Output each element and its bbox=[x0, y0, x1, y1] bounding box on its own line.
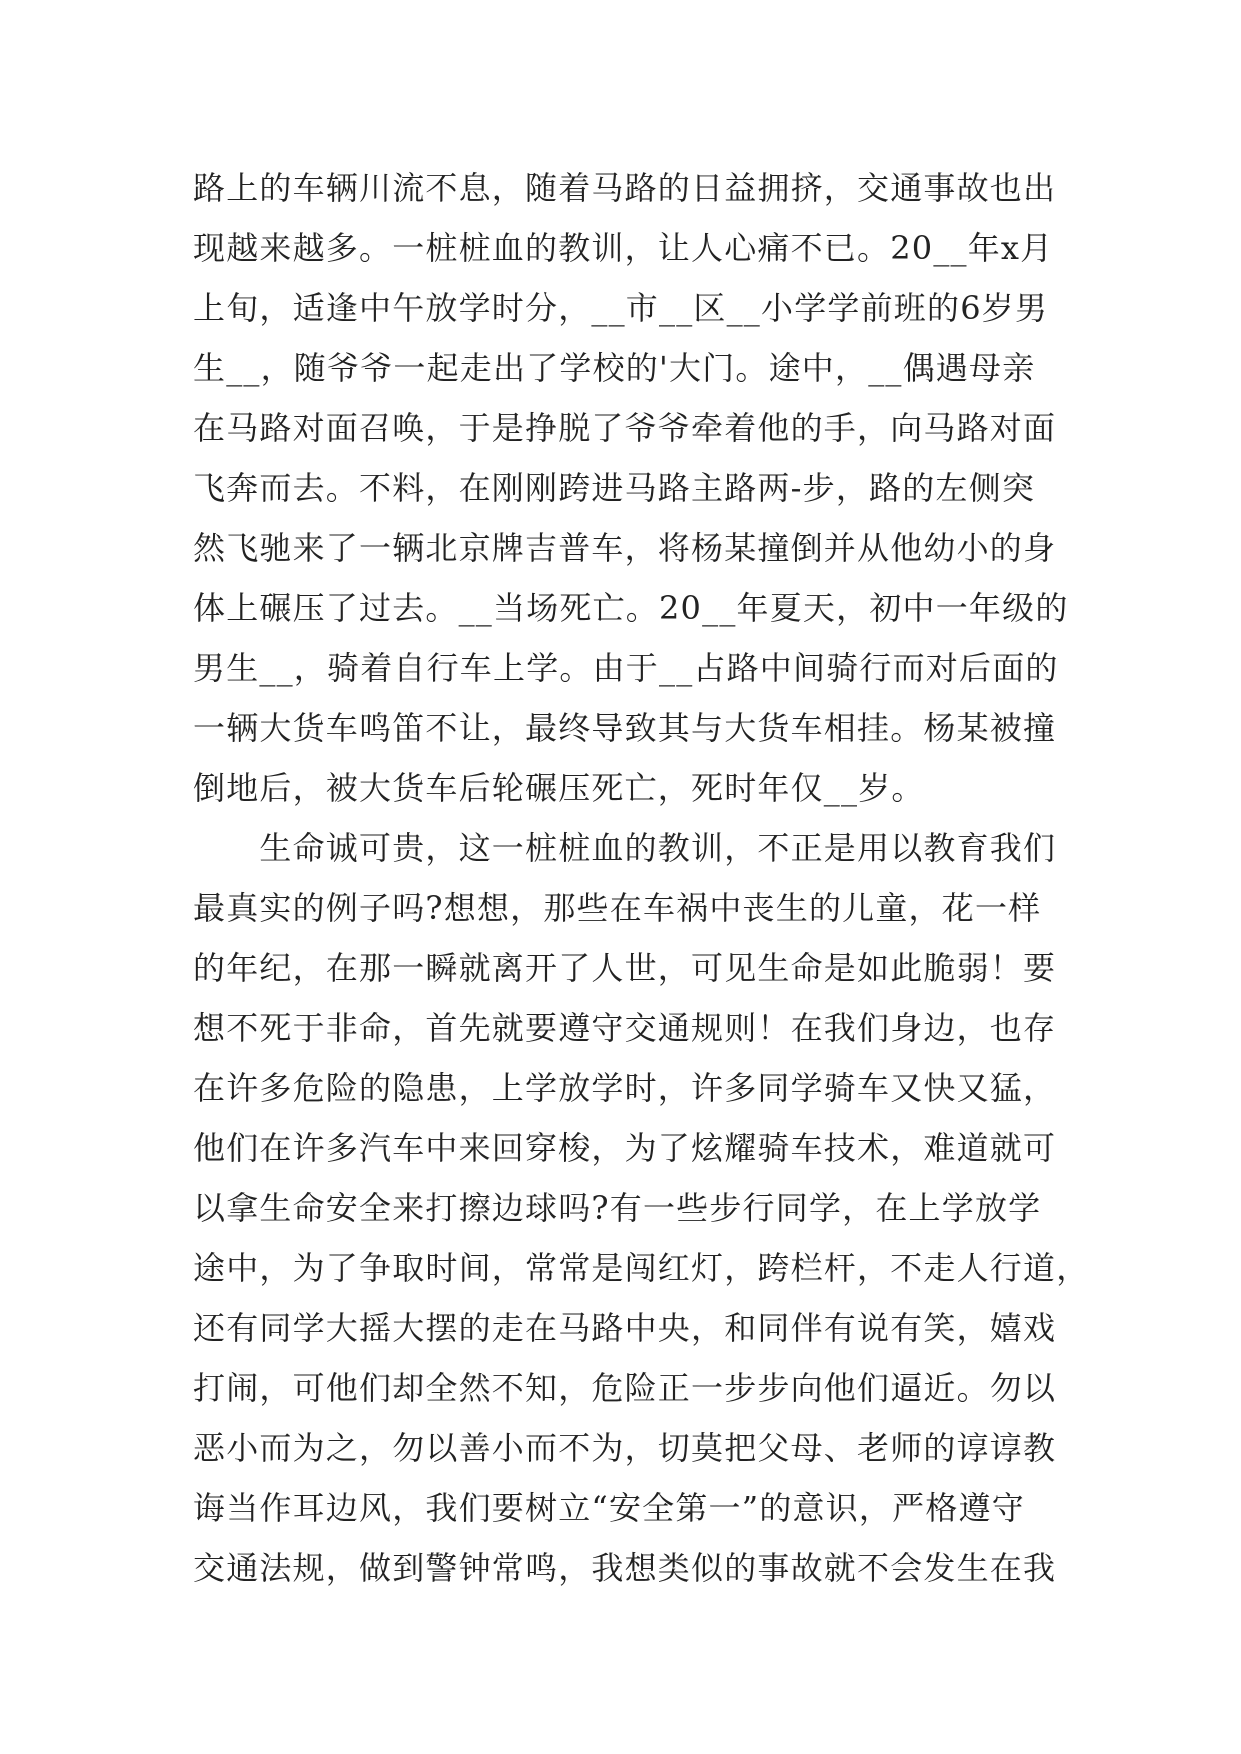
text-line: 在许多危险的隐患，上学放学时，许多同学骑车又快又猛， bbox=[193, 1069, 1057, 1107]
text-line: 一辆大货车鸣笛不让，最终导致其与大货车相挂。杨某被撞 bbox=[193, 709, 1057, 747]
text-line: 路上的车辆川流不息，随着马路的日益拥挤，交通事故也出 bbox=[193, 169, 1057, 207]
text-line: 然飞驰来了一辆北京牌吉普车，将杨某撞倒并从他幼小的身 bbox=[193, 529, 1057, 567]
text-line: 在马路对面召唤，于是挣脱了爷爷牵着他的手，向马路对面 bbox=[193, 409, 1057, 447]
text-line: 男生__，骑着自行车上学。由于__占路中间骑行而对后面的 bbox=[193, 649, 1059, 687]
text-line: 现越来越多。一桩桩血的教训，让人心痛不已。20__年x月 bbox=[193, 229, 1054, 267]
text-line: 上旬，适逢中午放学时分，__市__区__小学学前班的6岁男 bbox=[193, 289, 1049, 327]
text-line: 生__，随爷爷一起走出了学校的'大门。途中，__偶遇母亲 bbox=[193, 349, 1036, 387]
body-text bbox=[193, 158, 1090, 1598]
text-line: 打闹，可他们却全然不知，危险正一步步向他们逼近。勿以 bbox=[193, 1369, 1057, 1407]
text-line: 体上碾压了过去。__当场死亡。20__年夏天，初中一年级的 bbox=[193, 589, 1069, 627]
text-line: 交通法规，做到警钟常鸣，我想类似的事故就不会发生在我 bbox=[193, 1549, 1057, 1587]
text-line: 倒地后，被大货车后轮碾压死亡，死时年仅__岁。 bbox=[193, 769, 925, 807]
text-line: 以拿生命安全来打擦边球吗?有一些步行同学，在上学放学 bbox=[193, 1189, 1042, 1227]
text-line: 还有同学大摇大摆的走在马路中央，和同伴有说有笑，嬉戏 bbox=[193, 1309, 1057, 1347]
text-line: 飞奔而去。不料，在刚刚跨进马路主路两-步，路的左侧突 bbox=[193, 469, 1036, 507]
paragraph-start-line: 生命诚可贵，这一桩桩血的教训，不正是用以教育我们 bbox=[193, 829, 1057, 867]
text-line: 想不死于非命，首先就要遵守交通规则！在我们身边，也存 bbox=[193, 1009, 1057, 1047]
text-line: 最真实的例子吗?想想，那些在车祸中丧生的儿童，花一样 bbox=[193, 889, 1042, 927]
text-line: 诲当作耳边风，我们要树立“安全第一”的意识，严格遵守 bbox=[193, 1489, 1025, 1527]
text-line: 的年纪，在那一瞬就离开了人世，可见生命是如此脆弱！要 bbox=[193, 949, 1057, 987]
text-line: 恶小而为之，勿以善小而不为，切莫把父母、老师的谆谆教 bbox=[193, 1429, 1057, 1467]
text-line: 途中，为了争取时间，常常是闯红灯，跨栏杆，不走人行道， bbox=[193, 1249, 1090, 1287]
text-line: 他们在许多汽车中来回穿梭，为了炫耀骑车技术，难道就可 bbox=[193, 1129, 1057, 1167]
